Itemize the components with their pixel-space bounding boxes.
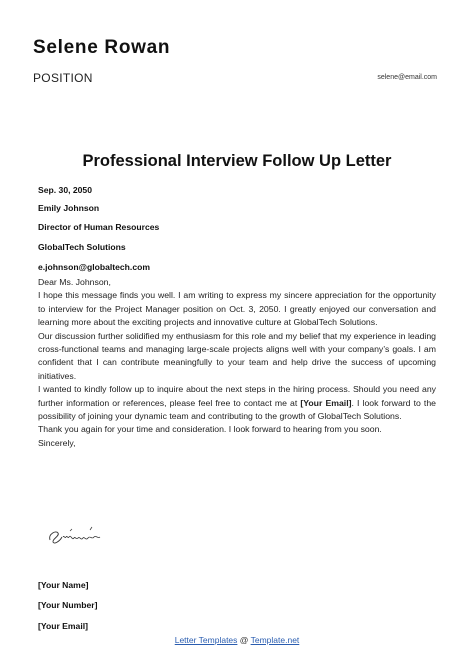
closing: Sincerely, bbox=[38, 437, 76, 448]
footer-your-number: [Your Number] bbox=[38, 600, 98, 610]
letter-title: Professional Interview Follow Up Letter bbox=[82, 152, 392, 170]
footer-your-email: [Your Email] bbox=[38, 621, 88, 631]
paragraph-3 bbox=[38, 383, 436, 423]
salutation: Dear Ms. Johnson, bbox=[38, 277, 111, 287]
paragraph-3-text-b: . I look forward to the possibility of joining your dynamic team and contributing to the growth of GlobalTech Solutions. bbox=[38, 397, 436, 422]
sender-name: Selene Rowan bbox=[33, 37, 171, 58]
letter-body bbox=[38, 276, 436, 450]
recipient-email: e.johnson@globaltech.com bbox=[38, 262, 150, 272]
paragraph-1: I hope this message finds you well. I am writing to express my sincere appreciation for the opportunity to interview for the Project Manager position on Oct. 3, 2050. I greatly enjoyed our conversation and learning more about the exciting projects and innovative culture at GlobalTech Solutions. bbox=[38, 290, 436, 328]
paragraph-3-email-placeholder: [Your Email] bbox=[300, 397, 352, 408]
recipient-name: Emily Johnson bbox=[38, 203, 100, 213]
sender-email: selene@email.com bbox=[377, 74, 437, 81]
letter-templates-link[interactable]: Letter Templates bbox=[174, 635, 238, 645]
recipient-company: GlobalTech Solutions bbox=[38, 242, 126, 252]
signature-image bbox=[46, 524, 116, 546]
letter-date: Sep. 30, 2050 bbox=[38, 185, 92, 195]
recipient-title: Director of Human Resources bbox=[38, 222, 160, 232]
paragraph-2: Our discussion further solidified my enthusiasm for this role and my belief that my experience in leading cross-functional teams and managing large-scale projects aligns well with your company’s goals. I am confident that I can contribute meaningfully to your team and help drive the success of upcoming initiatives. bbox=[38, 330, 436, 381]
footer-your-name: [Your Name] bbox=[38, 580, 89, 590]
footer-separator: @ bbox=[237, 635, 251, 645]
page-footer bbox=[0, 635, 474, 645]
paragraph-4: Thank you again for your time and consideration. I look forward to hearing from you soon. bbox=[38, 424, 382, 435]
paragraph-3-text-a: I wanted to kindly follow up to inquire about the next steps in the hiring process. Should you need any further information or references, please feel free to contact me at bbox=[38, 384, 436, 408]
template-net-link[interactable]: Template.net bbox=[250, 635, 300, 645]
sender-position: POSITION bbox=[33, 71, 93, 85]
